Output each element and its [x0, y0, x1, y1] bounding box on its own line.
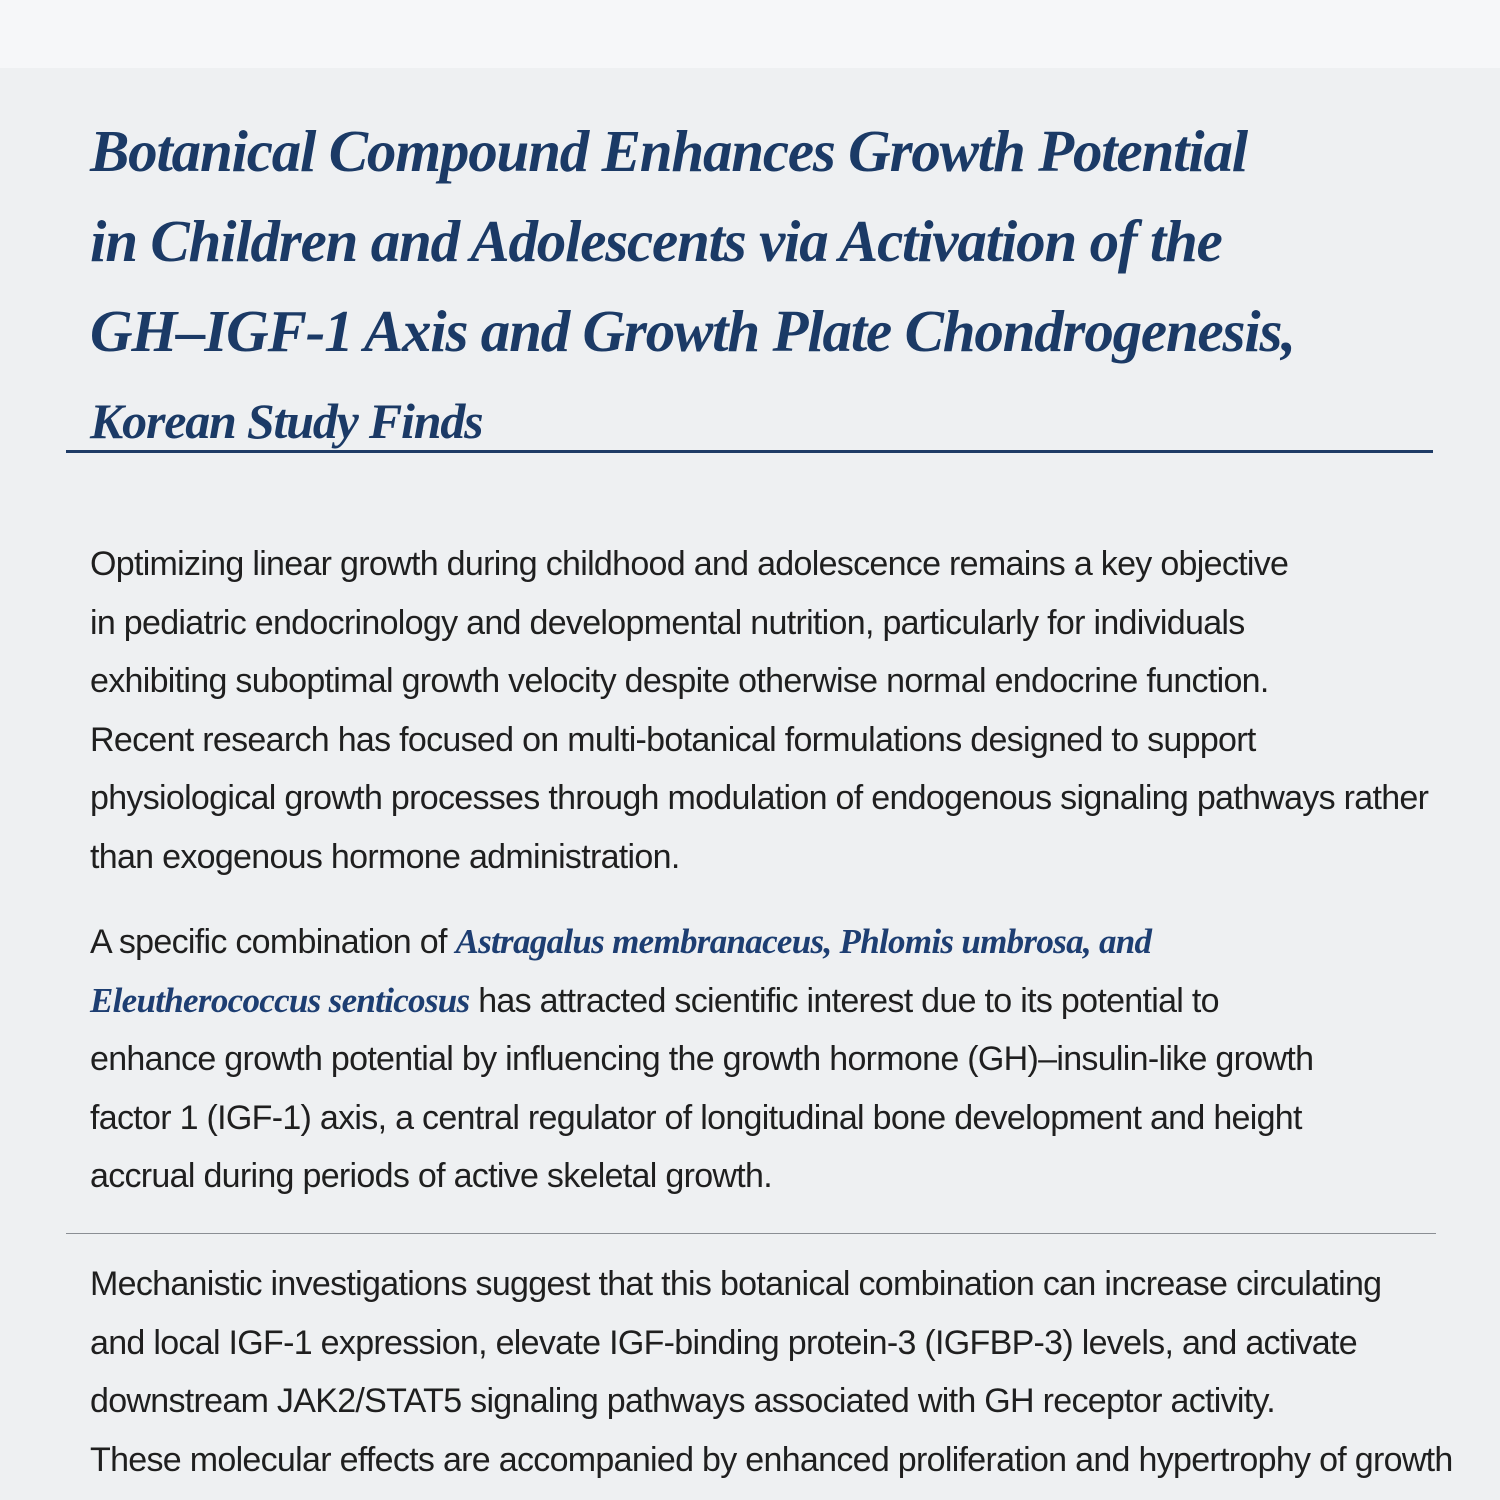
text-line: physiological growth processes through modulation of endogenous signaling pathways rather	[90, 779, 1429, 818]
paragraph-mechanism	[90, 1255, 1453, 1489]
species-names: Eleutherococcus senticosus	[90, 980, 470, 1020]
text-line: Recent research has focused on multi-botanical formulations designed to support	[90, 720, 1256, 759]
text-line: enhance growth potential by influencing the growth hormone (GH)–insulin-like growth	[90, 1040, 1314, 1079]
species-names: Astragalus membranaceus, Phlomis umbrosa, and	[455, 922, 1152, 961]
title-line: in Children and Adolescents via Activation of the	[90, 208, 1222, 274]
text-line: Mechanistic investigations suggest that this botanical combination can increase circulating	[90, 1265, 1382, 1303]
text-line	[90, 972, 1450, 1031]
article-title	[90, 106, 1420, 466]
text-line: exhibiting suboptimal growth velocity despite otherwise normal endocrine function.	[90, 662, 1269, 701]
text-line: Optimizing linear growth during childhood and adolescence remains a key objective	[90, 545, 1289, 583]
title-line: Botanical Compound Enhances Growth Potential	[90, 118, 1247, 184]
text-line: downstream JAK2/STAT5 signaling pathways associated with GH receptor activity.	[90, 1382, 1276, 1421]
title-divider	[66, 450, 1433, 453]
text-segment: has attracted scientific interest due to its potential to	[469, 981, 1219, 1020]
paragraph-combination	[90, 913, 1450, 1206]
text-line	[90, 913, 1450, 972]
paragraph-intro	[90, 535, 1450, 887]
article-page	[0, 68, 1500, 1500]
title-line: Korean Study Finds	[90, 393, 483, 449]
title-line: GH–IGF-1 Axis and Growth Plate Chondrogenesis,	[90, 298, 1295, 364]
text-line: and local IGF-1 expression, elevate IGF-binding protein-3 (IGFBP-3) levels, and activate	[90, 1323, 1357, 1362]
text-line: factor 1 (IGF-1) axis, a central regulator of longitudinal bone development and height	[90, 1098, 1302, 1137]
section-divider	[66, 1233, 1436, 1234]
text-line: than exogenous hormone administration.	[90, 837, 680, 876]
text-line: These molecular effects are accompanied by enhanced proliferation and hypertrophy of growth	[90, 1440, 1453, 1479]
text-line: in pediatric endocrinology and developmental nutrition, particularly for individuals	[90, 603, 1245, 642]
text-segment: A specific combination of	[90, 923, 456, 961]
text-line: accrual during periods of active skeletal growth.	[90, 1157, 772, 1196]
